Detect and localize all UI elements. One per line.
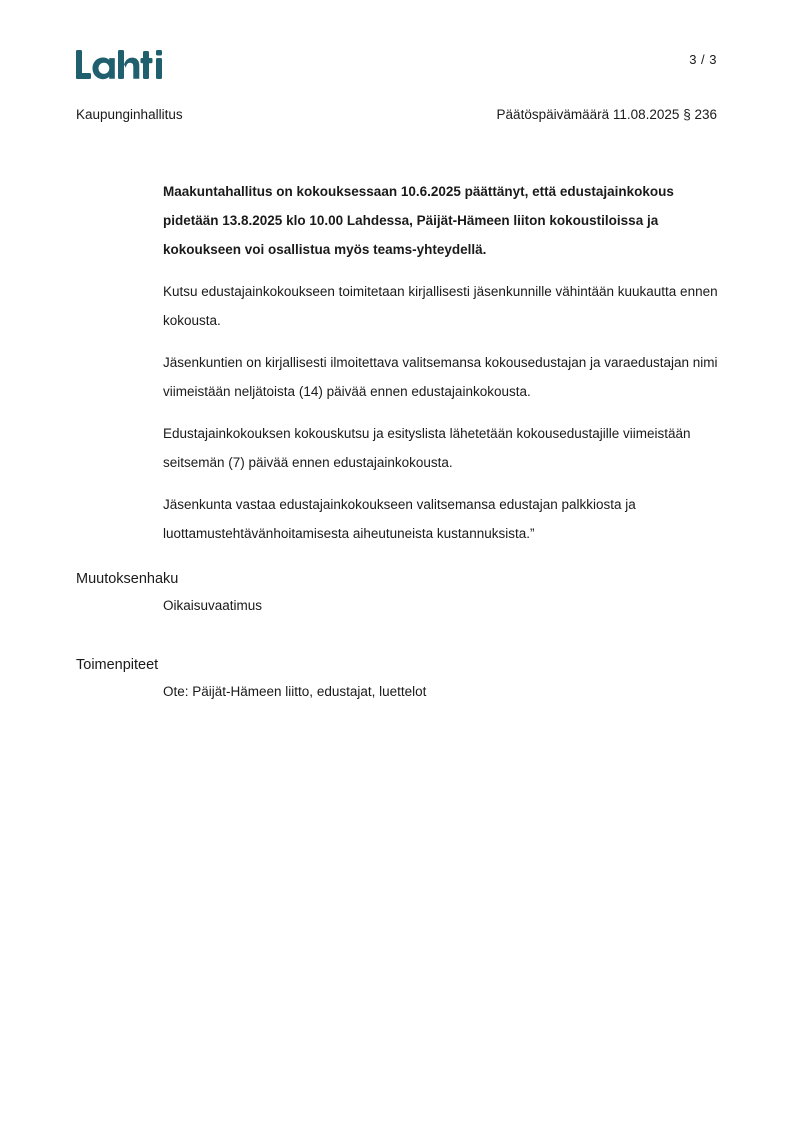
decision-paragraph: Jäsenkuntien on kirjallisesti ilmoitettava valitsemansa kokousedustajan ja varaedustajan nimi viimeistään neljätoista (14) päivää ennen edustajainkokousta. <box>163 355 718 399</box>
decision-paragraph: Edustajainkokouksen kokouskutsu ja esityslista lähetetään kokousedustajille viimeistään seitsemän (7) päivää ennen edustajainkokousta. <box>163 426 691 470</box>
organization-name: Kaupunginhallitus <box>76 107 183 122</box>
appeal-text: Oikaisuvaatimus <box>163 598 263 613</box>
decision-paragraph-lead: Maakuntahallitus on kokouksessaan 10.6.2025 päättänyt, että edustajainkokous pidetään 13.8.2025 klo 10.00 Lahdessa, Päijät-Hämeen liiton kokoustiloissa ja kokoukseen voi osallistua myös teams-yhteydellä. <box>163 184 674 257</box>
section-number: § 236 <box>683 107 717 122</box>
decision-date: Päätöspäivämäärä 11.08.2025 <box>496 107 680 122</box>
actions-text: Ote: Päijät-Hämeen liitto, edustajat, luettelot <box>163 684 427 699</box>
appeal-heading: Muutoksenhaku <box>76 571 179 587</box>
actions-heading: Toimenpiteet <box>76 657 159 673</box>
decision-paragraph: Kutsu edustajainkokoukseen toimitetaan kirjallisesti jäsenkunnille vähintään kuukautta ennen kokousta. <box>163 284 718 328</box>
decision-paragraph: Jäsenkunta vastaa edustajainkokoukseen valitsemansa edustajan palkkiosta ja luottamustehtävänhoitamisesta aiheutuneista kustannuksista.” <box>163 497 636 541</box>
decision-meta <box>497 107 717 122</box>
decision-body <box>163 177 723 561</box>
lahti-logo <box>76 48 168 82</box>
page-number: 3 / 3 <box>689 52 717 67</box>
